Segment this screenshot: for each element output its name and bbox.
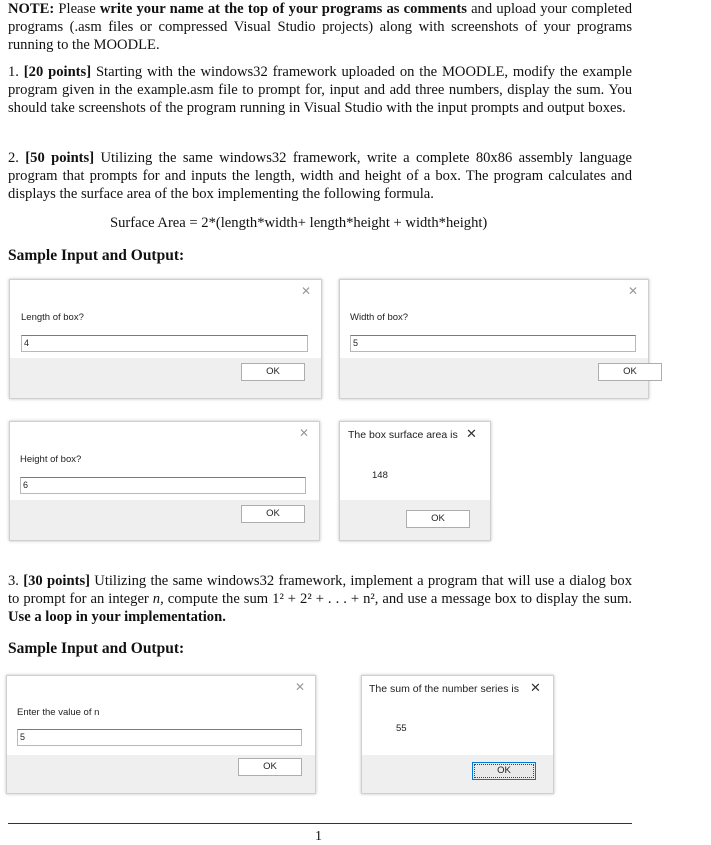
ok-button[interactable]: OK <box>598 363 662 381</box>
sum-expression: 1² + 2² + . . . + n² <box>272 591 375 607</box>
ok-button[interactable]: OK <box>238 758 302 776</box>
variable-n: n <box>152 591 161 607</box>
close-icon[interactable]: ✕ <box>301 284 312 298</box>
surface-area-message-box <box>339 421 491 541</box>
sum-message-box <box>361 675 554 794</box>
height-prompt: Height of box? <box>20 454 82 465</box>
q3-bold: Use a loop in your implementation. <box>8 609 226 625</box>
q2-points: [50 points] <box>25 150 95 166</box>
n-input[interactable]: 5 <box>17 729 302 746</box>
surface-area-formula: Surface Area = 2*(length*width+ length*height + width*height) <box>110 215 488 231</box>
message-box-title: The sum of the number series is <box>369 683 519 695</box>
page-number: 1 <box>315 829 322 844</box>
width-dialog <box>339 279 649 399</box>
note-paragraph: NOTE: Please write your name at the top of your programs as comments and upload your completed programs (.asm files or compressed Visual Studio projects) along with screenshots of your programs running to the MOODLE. <box>8 1 632 53</box>
ok-button[interactable]: OK <box>472 762 536 780</box>
footer-rule <box>8 823 632 824</box>
question-1: 1. [20 points] Starting with the windows32 framework uploaded on the MOODLE, modify the example program given in the example.asm file to prompt for, input and add three numbers, display the sum. You should take screenshots of the program running in Visual Studio with the input prompts and output boxes. <box>8 64 632 116</box>
length-prompt: Length of box? <box>21 312 84 323</box>
close-icon[interactable]: ✕ <box>466 426 477 441</box>
width-prompt: Width of box? <box>350 312 409 323</box>
length-dialog <box>9 279 322 399</box>
close-icon[interactable]: ✕ <box>295 680 306 694</box>
ok-button[interactable]: OK <box>406 510 470 528</box>
surface-area-value: 148 <box>372 470 388 481</box>
width-input[interactable]: 5 <box>350 335 636 352</box>
height-dialog <box>9 421 320 541</box>
q2-sample-heading: Sample Input and Output: <box>8 247 185 264</box>
note-label: NOTE: <box>8 1 55 17</box>
n-input-dialog <box>6 675 316 794</box>
sum-value: 55 <box>396 723 407 734</box>
n-prompt: Enter the value of n <box>17 707 100 718</box>
ok-button[interactable]: OK <box>241 505 305 523</box>
close-icon[interactable]: ✕ <box>530 680 541 695</box>
message-box-title: The box surface area is <box>348 429 458 441</box>
q1-points: [20 points] <box>23 64 92 80</box>
note-bold: write your name at the top of your programs as comments <box>99 1 467 17</box>
q3-sample-heading: Sample Input and Output: <box>8 640 185 657</box>
length-input[interactable]: 4 <box>21 335 308 352</box>
question-3: 3. [30 points] Utilizing the same windows32 framework, implement a program that will use a dialog box to prompt for an integer n, compute the sum 1² + 2² + . . . + n², and use a message box to display the sum. Use a loop in your implementation. <box>8 573 633 625</box>
height-input[interactable]: 6 <box>20 477 306 494</box>
q3-points: [30 points] <box>23 573 90 589</box>
ok-button[interactable]: OK <box>241 363 305 381</box>
close-icon[interactable]: ✕ <box>628 284 639 298</box>
close-icon[interactable]: ✕ <box>299 426 310 440</box>
question-2: 2. [50 points] Utilizing the same windows32 framework, write a complete 80x86 assembly language program that prompts for and inputs the length, width and height of a box. The program calculates and displays the surface area of the box implementing the following formula. <box>8 150 633 202</box>
